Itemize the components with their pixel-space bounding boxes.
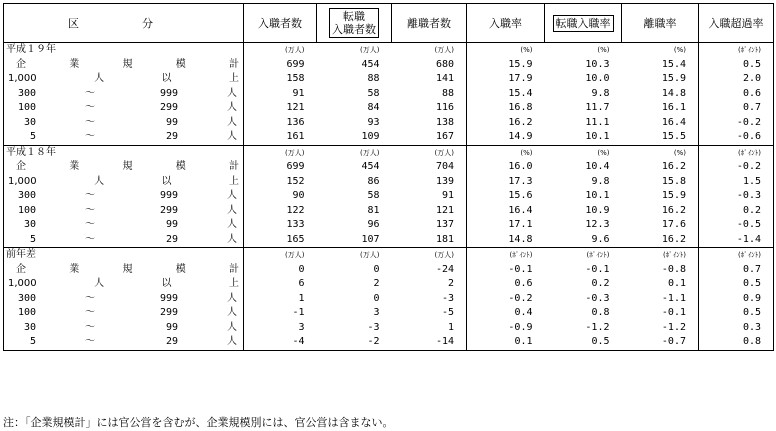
table-row — [4, 321, 774, 336]
table-cell: 699 — [244, 160, 317, 175]
table-cell: 167 — [435, 131, 454, 142]
table-cell: 0.9 — [699, 292, 774, 307]
unit-label: (%) — [622, 145, 699, 160]
table-cell: -24 — [435, 263, 454, 275]
table-cell: 10.1 — [585, 131, 610, 142]
table-row — [4, 218, 774, 233]
table-cell: 158 — [244, 72, 317, 87]
table-cell: 16.1 — [661, 102, 686, 113]
table-cell: 16.0 — [467, 160, 545, 175]
section-title: 前年差 — [4, 248, 244, 263]
row-label: 100 ～ 299 人 — [4, 101, 244, 116]
unit-label: (万人) — [244, 145, 317, 160]
table-cell: 90 — [244, 189, 317, 204]
table-cell: 10.9 — [585, 204, 610, 216]
header-job-change-rate: 転職入職率 — [545, 4, 622, 43]
table-cell: 10.3 — [585, 58, 610, 70]
unit-label: (ﾎﾟｲﾝﾄ) — [699, 248, 774, 263]
header-hire-rate: 入職率 — [467, 4, 545, 43]
table-cell: -0.3 — [585, 292, 610, 304]
table-cell: 15.9 — [661, 190, 686, 201]
table-row — [4, 233, 774, 248]
table-row — [4, 175, 774, 190]
table-cell: -0.2 — [699, 160, 774, 175]
unit-label: (%) — [545, 145, 622, 160]
unit-label: (万人) — [244, 248, 317, 263]
unit-label: (ﾎﾟｲﾝﾄ) — [467, 248, 545, 263]
table-cell: -3 — [367, 321, 380, 333]
row-label: 100 ～ 299 人 — [4, 306, 244, 321]
table-cell: 15.4 — [467, 87, 545, 102]
table-cell: 16.2 — [661, 204, 686, 216]
table-cell: 1 — [447, 321, 454, 333]
table-cell: 165 — [244, 233, 317, 248]
row-label: 100 ～ 299 人 — [4, 204, 244, 219]
table-cell: 0 — [244, 263, 317, 278]
table-cell: 15.8 — [661, 175, 686, 187]
table-cell: 0.2 — [591, 278, 610, 289]
table-cell: -0.1 — [661, 307, 686, 318]
table-cell: -0.2 — [467, 292, 545, 307]
row-label: 1,000 人 以 上 — [4, 72, 244, 87]
table-cell: 88 — [367, 73, 380, 84]
unit-label: (%) — [545, 43, 622, 58]
table-cell: 680 — [435, 58, 454, 70]
row-label: 1,000 人 以 上 — [4, 175, 244, 190]
table-cell: -0.7 — [622, 335, 699, 350]
row-label: 企 業 規 模 計 — [4, 263, 244, 278]
table-cell: 17.9 — [467, 72, 545, 87]
table-cell: 14.8 — [467, 233, 545, 248]
table-cell: 107 — [361, 233, 380, 245]
statistics-table — [3, 3, 774, 351]
table-cell: -3 — [441, 292, 454, 304]
table-cell: -0.5 — [699, 218, 774, 233]
section-header-row — [4, 43, 774, 58]
table-cell: 91 — [244, 87, 317, 102]
table-cell: 3 — [373, 307, 380, 318]
table-cell: 136 — [244, 116, 317, 131]
table-cell: 0.7 — [699, 263, 774, 278]
table-cell: 9.6 — [591, 233, 610, 245]
table-cell: 121 — [435, 204, 454, 216]
table-cell: 0.8 — [699, 335, 774, 350]
footnote: 注：「企業規模計」には官公営を含むが、企業規模別には、官公営は含まない。 — [3, 416, 394, 429]
unit-label: (万人) — [244, 43, 317, 58]
table-cell: 152 — [244, 175, 317, 190]
table-row — [4, 335, 774, 350]
header-job-change-hires: 転職 入職者数 — [317, 4, 392, 43]
section-header-row — [4, 248, 774, 263]
table-row — [4, 292, 774, 307]
row-label: 5 ～ 29 人 — [4, 233, 244, 248]
unit-label: (ﾎﾟｲﾝﾄ) — [622, 248, 699, 263]
table-cell: 0.1 — [467, 335, 545, 350]
header-separations: 離職者数 — [392, 4, 467, 43]
table-row — [4, 263, 774, 278]
table-cell: 14.9 — [467, 130, 545, 145]
table-cell: 16.2 — [661, 233, 686, 245]
table-cell: -2 — [317, 335, 392, 350]
table-cell: -0.2 — [699, 116, 774, 131]
table-cell: 0.6 — [699, 87, 774, 102]
table-cell: 10.0 — [585, 73, 610, 84]
table-cell: 15.4 — [661, 58, 686, 70]
row-label: 300 ～ 999 人 — [4, 87, 244, 102]
table-cell: 96 — [367, 219, 380, 230]
unit-label: (万人) — [317, 43, 392, 58]
unit-label: (万人) — [392, 145, 467, 160]
table-cell: -4 — [244, 335, 317, 350]
table-cell: 2.0 — [699, 72, 774, 87]
section-title: 平成１９年 — [4, 43, 244, 58]
table-cell: 17.1 — [467, 218, 545, 233]
unit-label: (万人) — [317, 145, 392, 160]
header-row — [4, 4, 774, 43]
table-row — [4, 101, 774, 116]
row-label: 企 業 規 模 計 — [4, 58, 244, 73]
table-cell: 16.2 — [467, 116, 545, 131]
table-cell: 15.9 — [661, 73, 686, 84]
table-cell: 6 — [244, 277, 317, 292]
table-cell: 15.5 — [661, 131, 686, 142]
table-cell: 1 — [244, 292, 317, 307]
table-cell: 0.4 — [467, 306, 545, 321]
table-cell: 137 — [435, 219, 454, 230]
table-cell: 58 — [367, 87, 380, 99]
table-row — [4, 116, 774, 131]
table-cell: -0.1 — [467, 263, 545, 278]
table-cell: -0.8 — [661, 263, 686, 275]
table-cell: -0.1 — [585, 263, 610, 275]
table-cell: 9.8 — [591, 175, 610, 187]
table-cell: -1.1 — [661, 292, 686, 304]
table-row — [4, 204, 774, 219]
table-cell: 10.1 — [585, 190, 610, 201]
table-cell: 16.4 — [467, 204, 545, 219]
unit-label: (ﾎﾟｲﾝﾄ) — [699, 145, 774, 160]
table-row — [4, 58, 774, 73]
table-cell: 16.2 — [661, 161, 686, 172]
table-cell: 84 — [367, 102, 380, 113]
unit-label: (万人) — [392, 248, 467, 263]
table-cell: -1.2 — [661, 321, 686, 333]
table-cell: 91 — [441, 190, 454, 201]
table-cell: 0.5 — [699, 306, 774, 321]
table-cell: 16.8 — [467, 101, 545, 116]
table-cell: 116 — [435, 102, 454, 113]
unit-label: (%) — [622, 43, 699, 58]
table-cell: 109 — [361, 131, 380, 142]
table-cell: 2 — [373, 278, 380, 289]
table-cell: -1.4 — [699, 233, 774, 248]
table-cell: 139 — [435, 175, 454, 187]
table-cell: 0.1 — [667, 278, 686, 289]
unit-label: (%) — [467, 43, 545, 58]
table-row — [4, 160, 774, 175]
table-cell: -1.2 — [585, 321, 610, 333]
table-cell: 133 — [244, 218, 317, 233]
table-cell: 88 — [441, 87, 454, 99]
table-cell: 0 — [373, 263, 380, 275]
table-cell: 0.3 — [699, 321, 774, 336]
table-cell: 9.8 — [591, 87, 610, 99]
table-cell: 1.5 — [699, 175, 774, 190]
table-cell: 15.6 — [467, 189, 545, 204]
table-cell: 0.5 — [699, 58, 774, 73]
unit-label: (%) — [467, 145, 545, 160]
unit-label: (万人) — [392, 43, 467, 58]
table-cell: -14 — [392, 335, 467, 350]
table-cell: 0.7 — [699, 101, 774, 116]
table-cell: 16.4 — [661, 116, 686, 128]
table-body — [4, 43, 774, 351]
table-cell: 181 — [435, 233, 454, 245]
table-cell: 454 — [361, 161, 380, 172]
table-cell: 121 — [244, 101, 317, 116]
table-cell: 2 — [447, 278, 454, 289]
row-label: 1,000 人 以 上 — [4, 277, 244, 292]
table-cell: 10.4 — [585, 161, 610, 172]
row-label: 5 ～ 29 人 — [4, 335, 244, 350]
unit-label: (ﾎﾟｲﾝﾄ) — [699, 43, 774, 58]
table-cell: 86 — [367, 175, 380, 187]
table-row — [4, 87, 774, 102]
table-cell: 0.6 — [467, 277, 545, 292]
table-cell: 0.5 — [545, 335, 622, 350]
table-cell: 0 — [373, 292, 380, 304]
table-cell: 3 — [244, 321, 317, 336]
table-row — [4, 130, 774, 145]
table-row — [4, 72, 774, 87]
row-label: 300 ～ 999 人 — [4, 292, 244, 307]
header-separation-rate: 離職率 — [622, 4, 699, 43]
table-cell: 0.5 — [699, 277, 774, 292]
section-title: 平成１８年 — [4, 145, 244, 160]
table-cell: 161 — [244, 130, 317, 145]
row-label: 30 ～ 99 人 — [4, 218, 244, 233]
table-cell: 93 — [367, 116, 380, 128]
table-cell: 0.2 — [699, 204, 774, 219]
table-cell: -0.9 — [467, 321, 545, 336]
table-cell: 12.3 — [585, 219, 610, 230]
row-label: 300 ～ 999 人 — [4, 189, 244, 204]
table-cell: 699 — [244, 58, 317, 73]
header-category: 区 分 — [4, 4, 244, 43]
row-label: 企 業 規 模 計 — [4, 160, 244, 175]
table-cell: 14.8 — [661, 87, 686, 99]
table-cell: 17.3 — [467, 175, 545, 190]
unit-label: (万人) — [317, 248, 392, 263]
table-row — [4, 277, 774, 292]
table-cell: 11.1 — [585, 116, 610, 128]
table-cell: 81 — [367, 204, 380, 216]
table-row — [4, 306, 774, 321]
header-excess-rate: 入職超過率 — [699, 4, 774, 43]
table-cell: 454 — [361, 58, 380, 70]
table-cell: -5 — [441, 307, 454, 318]
section-header-row — [4, 145, 774, 160]
table-cell: 58 — [367, 190, 380, 201]
row-label: 30 ～ 99 人 — [4, 321, 244, 336]
row-label: 5 ～ 29 人 — [4, 130, 244, 145]
table-cell: -1 — [244, 306, 317, 321]
table-cell: 704 — [435, 161, 454, 172]
table-row — [4, 189, 774, 204]
table-cell: 11.7 — [585, 102, 610, 113]
unit-label: (ﾎﾟｲﾝﾄ) — [545, 248, 622, 263]
table-cell: 138 — [435, 116, 454, 128]
table-cell: 141 — [435, 73, 454, 84]
table-cell: 15.9 — [467, 58, 545, 73]
header-hires: 入職者数 — [244, 4, 317, 43]
table-cell: -0.3 — [699, 189, 774, 204]
table-cell: 0.8 — [591, 307, 610, 318]
row-label: 30 ～ 99 人 — [4, 116, 244, 131]
table-cell: -0.6 — [699, 130, 774, 145]
table-cell: 17.6 — [661, 219, 686, 230]
table-cell: 122 — [244, 204, 317, 219]
